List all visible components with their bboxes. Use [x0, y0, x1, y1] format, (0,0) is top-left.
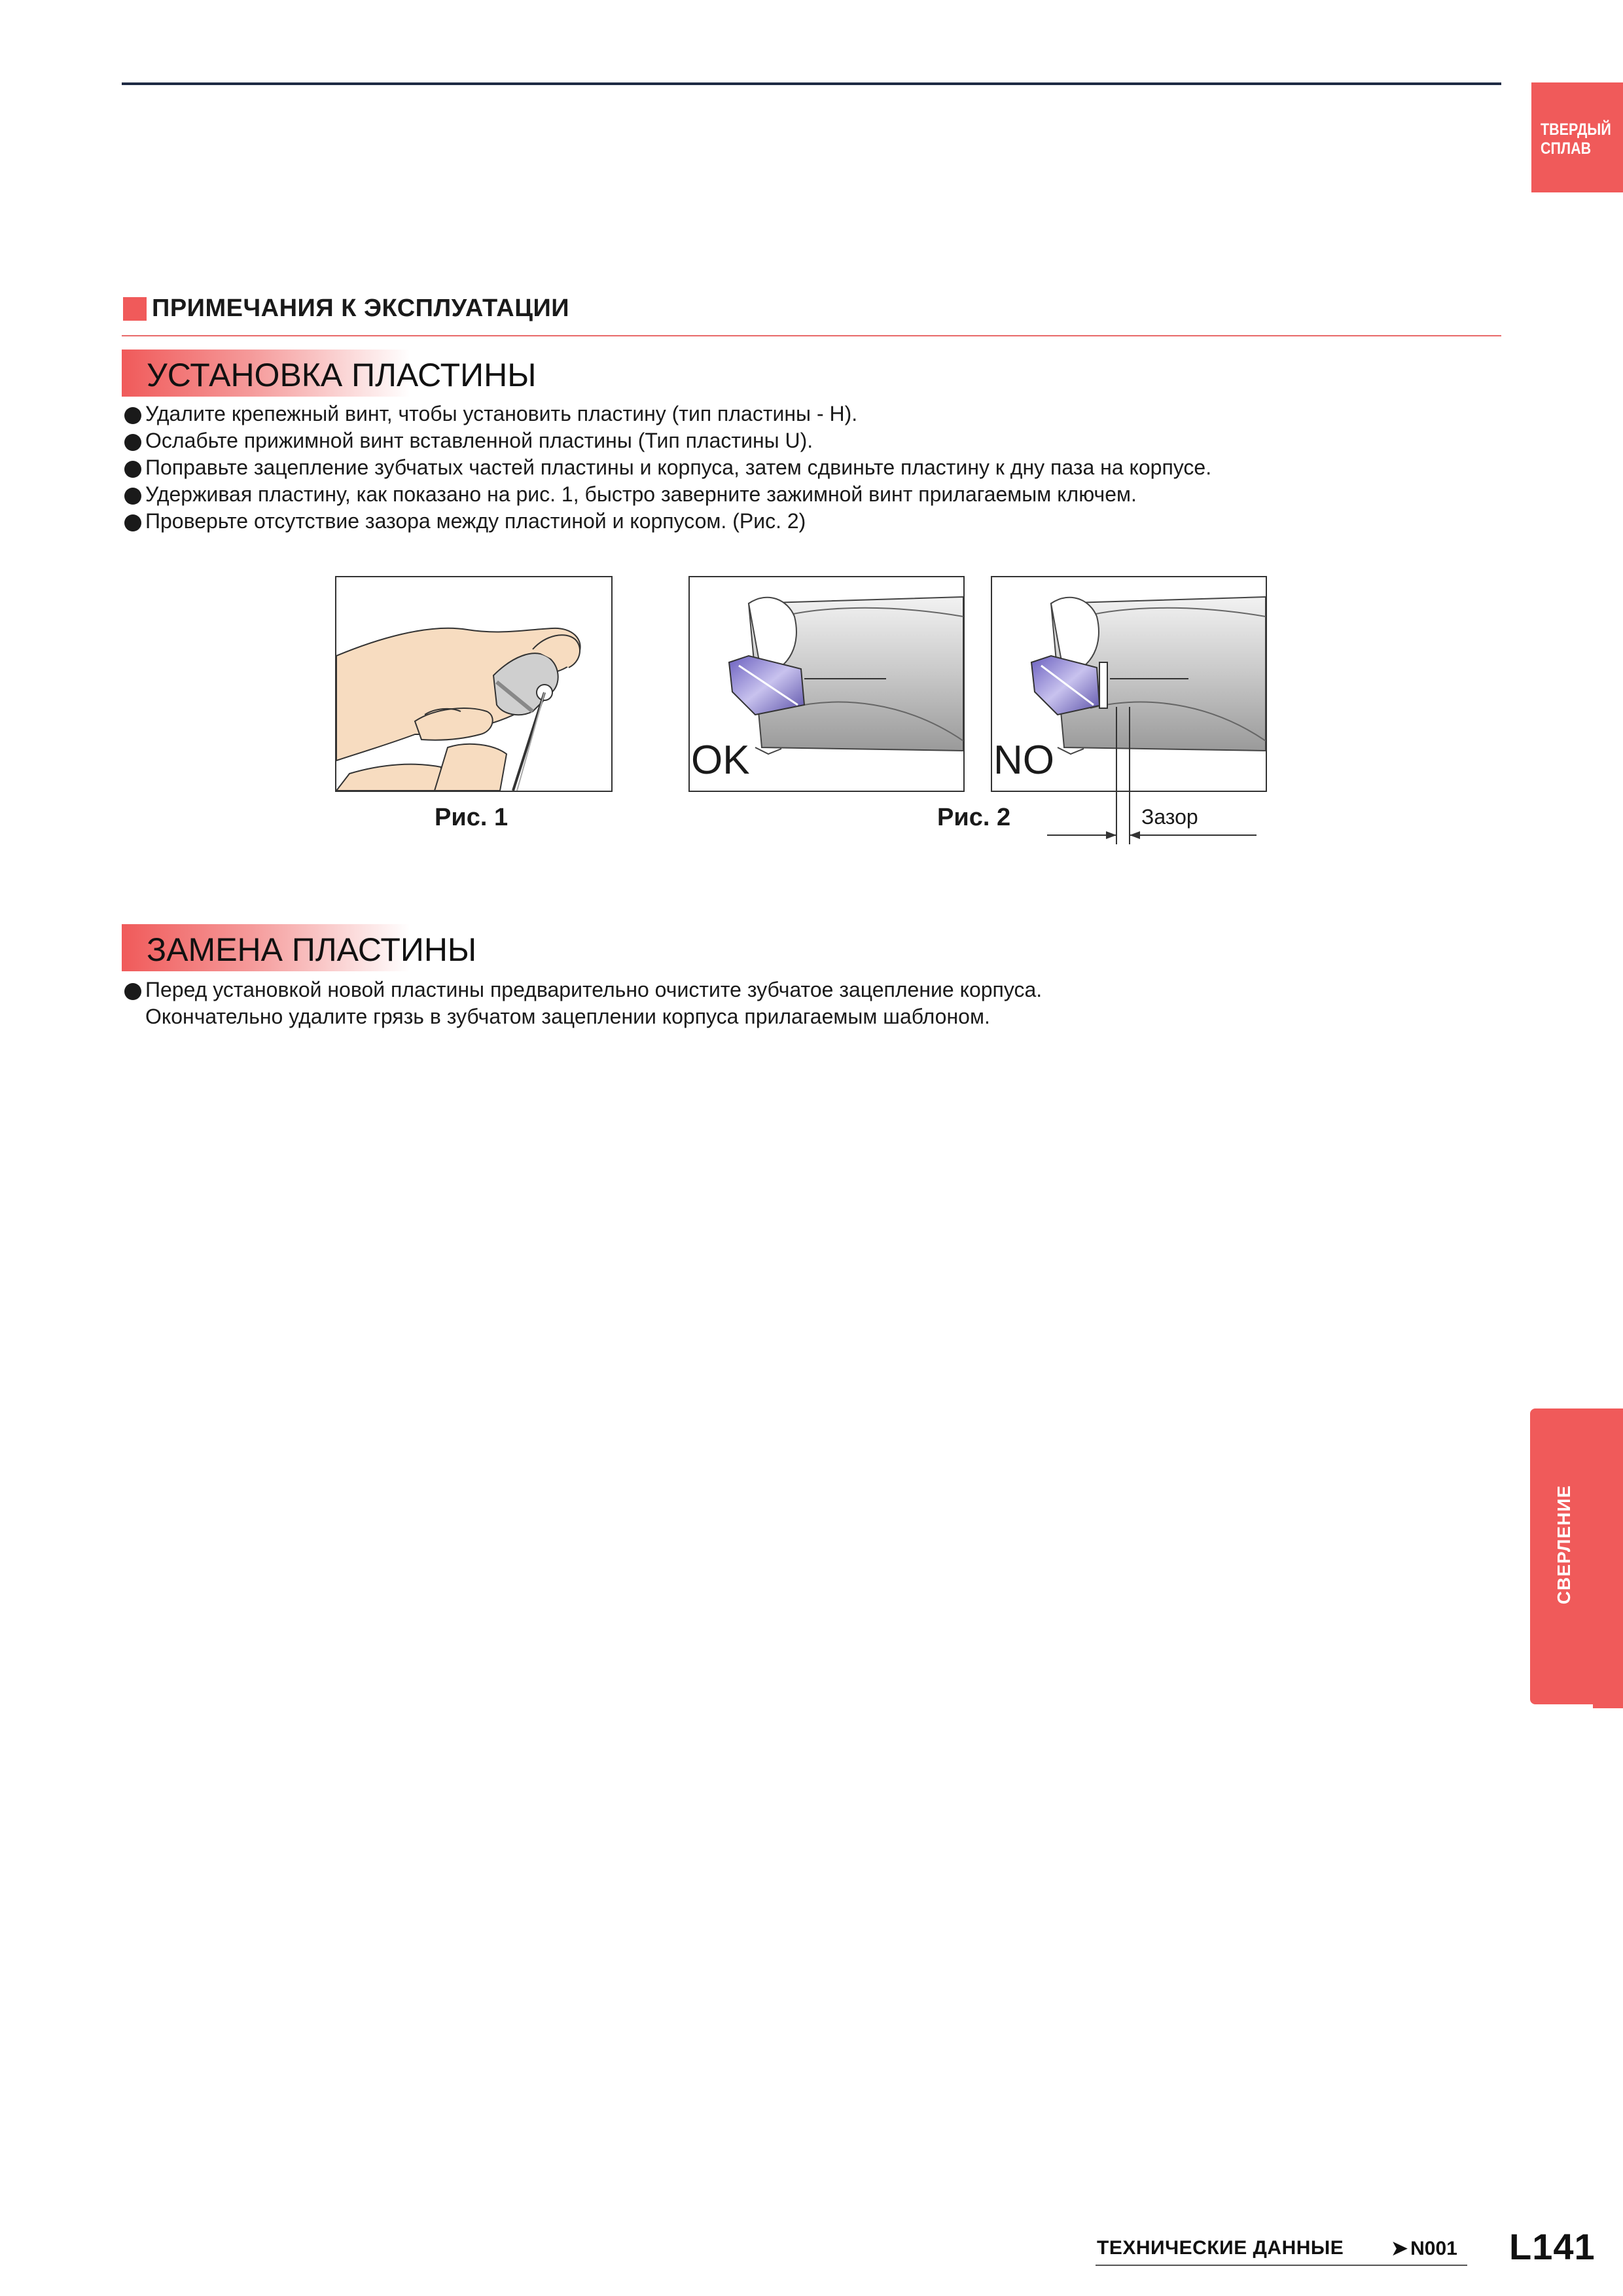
replace-bullet-list: [122, 977, 1042, 1030]
bullet-icon: [124, 407, 141, 424]
bullet-icon: [124, 514, 141, 531]
list-item: [122, 427, 1211, 454]
gap-label: Зазор: [1141, 805, 1198, 829]
figure-1-caption: Рис. 1: [435, 804, 508, 831]
hand-wrench-icon: [336, 577, 611, 791]
list-item-continuation: Окончательно удалите грязь в зубчатом зацеплении корпуса прилагаемым шаблоном.: [145, 1005, 990, 1028]
list-item: [122, 977, 1042, 1003]
footer-section-label: ТЕХНИЧЕСКИЕ ДАННЫЕ: [1097, 2237, 1344, 2259]
list-item: [122, 454, 1211, 481]
category-tab-line1: ТВЕРДЫЙ: [1541, 120, 1611, 139]
page-number: L141: [1509, 2226, 1596, 2267]
list-item-text: Поправьте зацепление зубчатых частей пластины и корпуса, затем сдвиньте пластину к дну паза на корпусе.: [145, 456, 1212, 479]
no-label: NO: [993, 738, 1054, 783]
list-item-text: Проверьте отсутствие зазора между пластиной и корпусом. (Рис. 2): [145, 509, 806, 533]
footer-crossref-text: N001: [1410, 2237, 1457, 2259]
replace-title: ЗАМЕНА ПЛАСТИНЫ: [147, 931, 477, 968]
figure-2-caption: Рис. 2: [937, 804, 1011, 831]
figure-1-hand-illustration: [335, 576, 613, 792]
list-item-text: Перед установкой новой пластины предварительно очистите зубчатое зацепление корпуса.: [145, 978, 1043, 1001]
footer-crossref-link[interactable]: [1391, 2237, 1457, 2260]
category-tab-carbide[interactable]: [1531, 82, 1623, 192]
drilling-tab-label: СВЕРЛЕНИЕ: [1554, 1484, 1574, 1605]
replace-heading-band: [122, 924, 477, 971]
category-tab-drilling[interactable]: [1530, 1408, 1623, 1704]
list-item: [122, 401, 1211, 427]
gap-dimension-icon: [1041, 707, 1263, 851]
list-item-text: Удерживая пластину, как показано на рис. 1, быстро заверните зажимной винт прилагаемым ключем.: [145, 482, 1137, 506]
bullet-icon: [124, 983, 141, 1000]
footer-rule: [1096, 2265, 1467, 2266]
header-rule: [122, 82, 1501, 85]
list-item: [122, 508, 1211, 535]
install-bullet-list: [122, 401, 1211, 535]
category-tab-line2: СПЛАВ: [1541, 139, 1592, 158]
list-item-text: Удалите крепежный винт, чтобы установить пластину (тип пластины - H).: [145, 402, 858, 425]
tab-notch: [1593, 1530, 1623, 1708]
list-item-text: Ослабьте прижимной винт вставленной пластины (Тип пластины U).: [145, 429, 813, 452]
install-title: УСТАНОВКА ПЛАСТИНЫ: [147, 357, 537, 393]
section-title: ПРИМЕЧАНИЯ К ЭКСПЛУАТАЦИИ: [152, 295, 570, 322]
bullet-icon: [124, 461, 141, 478]
section-rule: [122, 335, 1501, 336]
list-item: [122, 481, 1211, 508]
section-heading: [123, 295, 569, 323]
bullet-icon: [124, 434, 141, 451]
ok-label: OK: [691, 738, 750, 783]
section-square-icon: [123, 297, 147, 321]
install-heading-band: [122, 350, 537, 397]
arrow-right-icon: ➤: [1391, 2238, 1408, 2259]
bullet-icon: [124, 488, 141, 505]
